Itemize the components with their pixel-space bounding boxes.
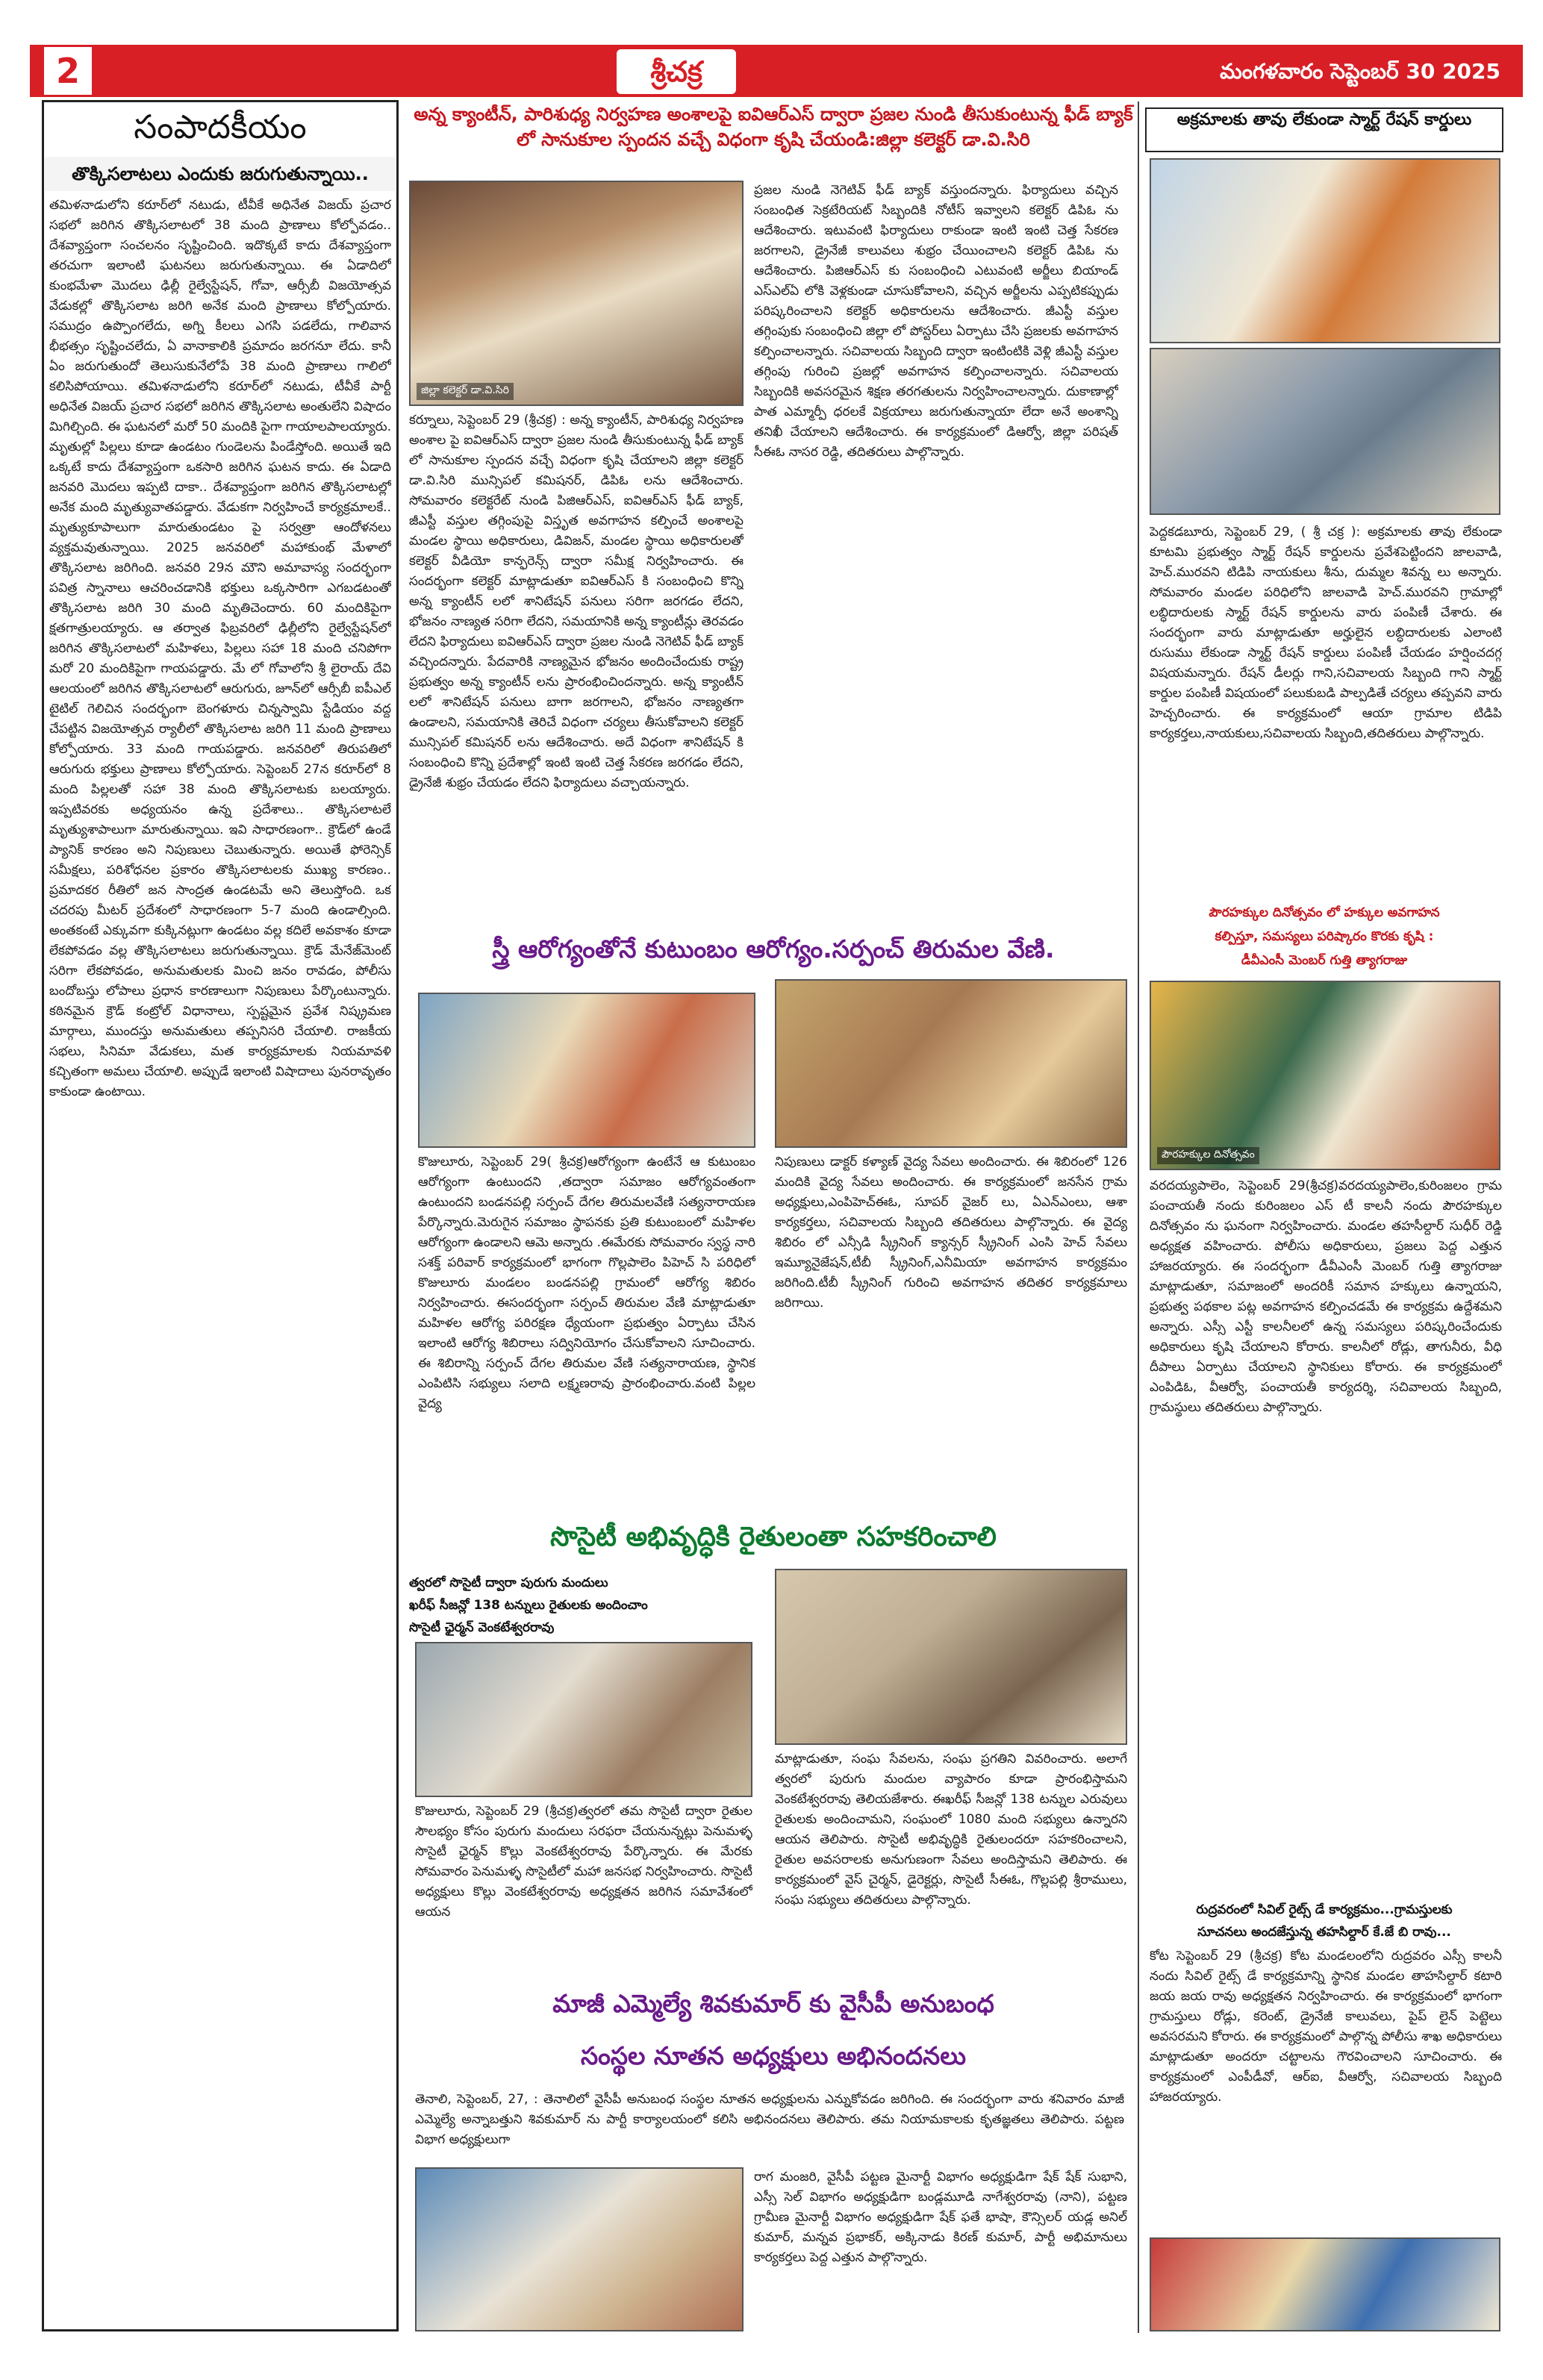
society-banner: సొసైటీ అభివృద్ధికి రైతులంతా సహకరించాలి [550, 1522, 997, 1552]
civil-body: కోట సెప్టెంబర్ 29 (శ్రీచక్ర) కోట మండలంలోని రుద్రవరం ఎస్సీ కాలనీ నందు సివిల్ రైట్స్ డే కార్యక్రమాన్ని స్థానిక మండల తాహసిల్దార్ కటారి జయ జయ రావు అధ్యక్షతన నిర్వహించారు. ఈ కార్యక్రమంలో భాగంగా గ్రామస్తులు రోడ్లు, కరెంట్, డ్రైనేజీ కాలువలు, పైప్ లైన్ పెట్టెలు అవసరమని కోరారు. ఈ కార్యక్రమంలో పాల్గొన్న పోలీసు శాఖ అధికారులు మాట్లాడుతూ అందరూ చట్టాలను గౌరవించాలని సూచించారు. ఈ కార్యక్రమంలో ఎంపీడీవో, ఆర్ఐ, వీఆర్వో, సచివాలయ సిబ్బంది హాజరయ్యారు. [1150, 1949, 1502, 2105]
editorial-headline: తొక్కిసలాటలు ఎందుకు జరుగుతున్నాయి.. [45, 157, 396, 191]
society-subhead-1: త్వరలో సొసైటీ ద్వారా పురుగు మందులు [409, 1575, 608, 1590]
civil-headline-2: సూచనలు అందజేస్తున్న తహసిల్దార్ కే.జే బి రావు... [1197, 1925, 1451, 1940]
society-subhead-2: ఖరీఫ్ సీజన్లో 138 టన్నులు రైతులకు అందించాం [409, 1598, 648, 1613]
society-body-col2: మాట్లాడుతూ, సంఘ సేవలను, సంఘ ప్రగతిని వివరించారు. అలాగే త్వరలో పురుగు మందుల వ్యాపారం కూడా ప్రారంభిస్తామని వెంకటేశ్వరరావు తెలియజేశారు. ఈఖరీఫ్ సీజన్లో 138 టన్నుల ఎరువులు రైతులకు అందించామని, సంఘంలో 1080 మంది సభ్యులు ఉన్నారని ఆయన తెలిపారు. సొసైటీ అభివృద్ధికి రైతులందరూ సహకరించాలని, రైతుల అవసరాలకు అనుగుణంగా సేవలు అందిస్తామని తెలిపారు. ఈ కార్యక్రమంలో వైస్ చైర్మన్, డైరెక్టర్లు, సొసైటీ సీఈఓ, గొల్లపల్లి శ్రీరాములు, సంఘ సభ్యులు తదితరులు పాల్గొన్నారు. [775, 1752, 1127, 1908]
editorial-title: సంపాదకీయం [134, 108, 307, 146]
civil-photo [1150, 2237, 1500, 2331]
ycp-banner-2: సంస్థల నూతన అధ్యక్షులు అభినందనలు [580, 2041, 967, 2070]
health-body-col1: కొజులూరు, సెప్టెంబర్ 29( శ్రీచక్ర)ఆరోగ్యంగా ఉంటేనే ఆ కుటుంబం ఆరోగ్యంగా ఉంటుందని ,తద్వారా సమాజం ఆరోగ్యవంతంగా ఉంటుందని బండనపల్లి సర్పంచ్ దేగల తిరుమలవేణి సత్యనారాయణ పేర్కొన్నారు.మెరుగైన సమాజం స్థాపనకు ప్రతి కుటుంబంలో మహిళల ఆరోగ్యంగా ఉండాలని ఆమె అన్నారు .ఈమేరకు సోమవారం స్వస్థ నారి సశక్త్ పరివార్ కార్యక్రమంలో భాగంగా గొల్లపాలెం పిహెచ్ సి పరిధిలో కొజులూరు మండలం బండనపల్లి గ్రామంలో ఆరోగ్య శిబిరం నిర్వహించారు. ఈసందర్భంగా సర్పంచ్ తిరుమల వేణి మాట్లాడుతూ మహిళల ఆరోగ్య పరిరక్షణ ధ్యేయంగా ప్రభుత్వం ఏర్పాటు చేసిన ఇలాంటి ఆరోగ్య శిబిరాలు సద్వినియోగం చేసుకోవాలని సూచించారు. ఈ శిబిరాన్ని సర్పంచ్ దేగల తిరుమల వేణి సత్యనారాయణ, స్థానిక ఎంపిటిసి సభ్యులు సలాది లక్ష్మణరావు ప్రారంభించారు.వంటి పిల్లల వైద్య [418, 1155, 755, 1411]
pora-photo [1150, 981, 1500, 1170]
society-photo-2 [775, 1569, 1127, 1745]
page-number: 2 [42, 45, 94, 97]
editorial-body: తమిళనాడులోని కరూర్‌లో నటుడు, టీవీకే అధినేత విజయ్ ప్రచార సభలో జరిగిన తొక్కిసలాటలో 38 మంది ప్రాణాలు కోల్పోవడం.. దేశవ్యాప్తంగా సంచలనం సృష్టించింది. ఇదొక్కటే కాదు దేశవ్యాప్తంగా తరచుగా ఇలాంటి ఘటనలు జరుగుతున్నాయి. ఈ ఏడాదిలో కుంభమేళా మొదలు ఢిల్లీ రైల్వేస్టేషన్, గోవా, ఆర్సీబీ విజయోత్సవ వేడుకల్లో తొక్కిసలాట జరిగి అనేక మంది ప్రాణాలు కోల్పోయారు. సముద్రం ఉప్పొంగలేదు, అగ్ని కీలలు ఎగసి పడలేదు, గాలివాన భీభత్సం సృష్టించలేదు, ఏ వానాకాలికి ప్రమాదం జరగనూ లేదు. కానీ ఏం జరుగుతుందో తెలుసుకునేలోపే 38 మంది ప్రాణాలు గాలిలో కలిసిపోయాయి. తమిళనాడులోని కరూర్‌లో నటుడు, టీవీకే పార్టీ అధినేత విజయ్ ప్రచార సభలో జరిగిన తొక్కిసలాట అంతులేని విషాదం మిగిల్చింది. ఈ ఘటనలో మరో 50 మందికి పైగా గాయాలపాలయ్యారు. మృతుల్లో పిల్లలు కూడా ఉండటం గుండెలను పిండేస్తోంది. అయితే ఇది ఒక్కటే కాదు దేశవ్యాప్తంగా ఒకసారి జరిగిన ఘటన కాదు. ఈ ఏడాది జనవరి మొదలు ఇప్పటి దాకా.. దేశవ్యాప్తంగా జరిగిన తొక్కిసలాటల్లో అనేక మంది మృత్యువాతపడ్డారు. వేడుకగా నిర్వహించే కార్యక్రమాలకే.. మృత్యుకూపాలుగా మారుతుండటం పై సర్వత్రా ఆందోళనలు వ్యక్తమవుతున్నాయి. 2025 జనవరిలో మహాకుంభ్ మేళాలో తొక్కిసలాట జరిగింది. జనవరి 29న మౌని అమావాస్య సందర్భంగా పవిత్ర స్నానాలు ఆచరించడానికి భక్తులు ఒక్కసారిగా ఎగబడటంతో తొక్కిసలాట జరిగి 30 మంది మృతిచెందారు. 60 మందికిపైగా క్షతగాత్రులయ్యారు. ఆ తర్వాత ఫిబ్రవరిలో ఢిల్లీలోని రైల్వేస్టేషన్‌లో జరిగిన తొక్కిసలాటలో మహిళలు, పిల్లలు సహా 18 మంది చనిపోగా మరో 20 మందికిపైగా గాయపడ్డారు. మే లో గోవాలోని శ్రీ లైరాయ్ దేవి ఆలయంలో జరిగిన తొక్కిసలాటలో ఆరుగురు, జూన్‌లో ఆర్సీబీ ఐపీఎల్ టైటిల్ గెలిచిన సందర్భంగా బెంగళూరు చిన్నస్వామి స్టేడియం వద్ద చేపట్టిన విజయోత్సవ ర్యాలీలో తొక్కిసలాట జరిగి 11 మంది ప్రాణాలు కోల్పోయారు. 33 మంది గాయపడ్డారు. జనవరిలో తిరుపతిలో ఆరుగురు భక్తులు ప్రాణాలు కోల్పోయారు. సెప్టెంబర్ 27న కరూర్‌లో 8 మంది పిల్లలతో సహా 38 మంది తొక్కిసలాటకు బలయ్యారు. ఇప్పటివరకు అధ్యయనం ఉన్న ప్రదేశాలు.. తొక్కిసలాటలే మృత్యుశాపాలుగా మారుతున్నాయి. ఇవి సాధారణంగా.. క్రౌడ్‌లో ఉండే ప్యానిక్ కారణం అని నిపుణులు చెబుతున్నారు. అయితే ఫోరెన్సిక్ సమీక్షలు, పరిశోధనల ప్రకారం తొక్కిసలాటలకు ముఖ్య కారణం.. ప్రమాదకర రీతిలో జన సాంద్రత ఉండటమే అని తెలుస్తోంది. ఒక చదరపు మీటర్ ప్రదేశంలో సాధారణంగా 5-7 మంది ఉండాల్సింది. అంతకంటే ఎక్కువగా కుక్కినట్లుగా ఉండటం వల్ల కదిలే అవకాశం కూడా లేకపోవడం వల్ల తొక్కిసలాటలు జరుగుతున్నాయి. క్రౌడ్ మేనేజ్‌మెంట్ సరిగా లేకపోవడం, అనుమతులకు మించి జనం రావడం, పోలీసు బందోబస్తు లోపాలు ప్రధాన కారణాలుగా నిపుణులు పేర్కొంటున్నారు. కఠినమైన క్రౌడ్ కంట్రోల్ విధానాలు, స్పష్టమైన ప్రవేశ నిష్క్రమణ మార్గాలు, ముందస్తు అనుమతులు తప్పనిసరి చేయాలి. రాజకీయ సభలు, సినిమా వేడుకలు, మత కార్యక్రమాలకు నియమావళి కచ్చితంగా అమలు చేయాలి. అప్పుడే ఇలాంటి విషాదాలు పునరావృతం కాకుండా ఉంటాయి. [49, 198, 391, 1099]
health-photo-2 [775, 979, 1127, 1148]
ycp-body: తెనాలి, సెప్టెంబర్, 27, : తెనాలిలో వైసీపీ అనుబంధ సంస్థల నూతన అధ్యక్షులను ఎన్నుకోవడం జరిగింది. ఈ సందర్భంగా వారు శనివారం మాజీ ఎమ్మెల్యే అన్నాబత్తుని శివకుమార్ ను పార్టీ కార్యాలయంలో కలిసి అభినందనలు తెలిపారు. తమ నియామకాలకు కృతజ్ఞతలు తెలిపారు. పట్టణ విభాగ అధ్యక్షులుగా [415, 2092, 1124, 2147]
civil-headline-1: రుద్రవరంలో సివిల్ రైట్స్ డే కార్యక్రమం...గ్రామస్తులకు [1196, 1902, 1453, 1917]
ration-headline: అక్రమాలకు తావు లేకుండా స్మార్ట్ రేషన్ కార్డులు [1145, 107, 1503, 152]
collector-body-col1: కర్నూలు, సెప్టెంబర్ 29 (శ్రీచక్ర) : అన్న క్యాంటీన్, పారిశుధ్య నిర్వహణ అంశాల పై ఐవిఆర్ఎస్ ద్వారా ప్రజల నుండి తీసుకుంటున్న ఫీడ్ బ్యాక్ లో సానుకూల స్పందన వచ్చే విధంగా కృషి చేయాలని జిల్లా కలెక్టర్ డా.వి.సిరి మున్సిపల్ కమిషనర్, డిపిఓ లను ఆదేశించారు. సోమవారం కలెక్టరేట్ నుండి పిజిఆర్ఎస్, ఐవిఆర్ఎస్ ఫీడ్ బ్యాక్, జీఎస్టీ వస్తుల తగ్గింపుపై విస్తృత అవగాహన కల్పించే అంశాలపై మండల స్థాయి అధికారులు, డివిజన్, మండల స్థాయి అధికారులతో కలెక్టర్ వీడియో కాన్ఫరెన్స్ ద్వారా సమీక్ష నిర్వహించారు. ఈ సందర్భంగా కలెక్టర్ మాట్లాడుతూ ఐవిఆర్ఎస్ కి సంబంధించి కొన్ని అన్న క్యాంటీన్ లలో శానిటేషన్ పనులు సరిగా జరగడం లేదని, భోజనం నాణ్యత సరిగా లేదని, సమయానికి అన్న క్యాంటీన్లు తెరవడం లేదని ఫిర్యాదులు ఐవిఆర్ఎస్ ద్వారా ప్రజల నుండి నెగెటివ్ ఫీడ్ బ్యాక్ వచ్చిందన్నారు. పేదవారికి నాణ్యమైన భోజనం అందించేందుకు రాష్ట్ర ప్రభుత్వం అన్న క్యాంటీన్ లను ప్రారంభించిందన్నారు. అన్న క్యాంటీన్ లలో శానిటేషన్ పనులు బాగా జరగాలని, భోజనం నాణ్యతగా ఉండాలని, సమయానికి తెరిచే విధంగా చర్యలు తీసుకోవాలని కలెక్టర్ మున్సిపల్ కమిషనర్ లను ఆదేశించారు. అదే విధంగా శానిటేషన్ కి సంబంధించి కొన్ని ప్రదేశాల్లో ఇంటి ఇంటి చెత్త సేకరణ జరగడం లేదని, డ్రైనేజీ శుభ్రం చేయడం లేదని ఫిర్యాదులు వచ్చాయన్నారు. [409, 413, 744, 790]
health-photo-1 [418, 993, 755, 1148]
society-body-col1: కొజులూరు, సెప్టెంబర్ 29 (శ్రీచక్ర)త్వరలో తమ సొసైటీ ద్వారా రైతుల సౌలభ్యం కోసం పురుగు మందులు సరఫరా చేయనున్నట్లు పెనుమళ్ళ సొసైటీ ఛైర్మన్ కొల్లు వెంకటేశ్వరరావు పేర్కొన్నారు. ఈ మేరకు సోమవారం పెనుమళ్ళ సొసైటీలో మహా జనసభ నిర్వహించారు. సొసైటీ అధ్యక్షులు కొల్లు వెంకటేశ్వరరావు అధ్యక్షతన జరిగిన సమావేశంలో ఆయన [415, 1804, 752, 1920]
pora-photo-label: పౌరహక్కుల దినోత్సవం [1157, 1147, 1259, 1164]
pora-headline-2: కల్పిస్తూ, సమస్యలు పరిష్కారం కొరకు కృషి : [1215, 929, 1434, 944]
health-headline: స్త్రీ ఆరోగ్యంతోనే కుటుంబం ఆరోగ్యం.సర్పంచ్ తిరుమల వేణి. [492, 934, 1055, 963]
ration-photo-1 [1150, 158, 1500, 343]
newspaper-logo: శ్రీచక్ర [617, 49, 736, 94]
health-body-col2: నిపుణులు డాక్టర్ కళ్యాణ్ వైద్య సేవలు అందించారు. ఈ శిబిరంలో 126 మందికి వైద్య సేవలు అందించారు. ఈ కార్యక్రమంలో జనసేన గ్రామ అధ్యక్షులు,ఎంపిహెచ్ఈఓ, సూపర్ వైజర్ లు, ఏఎన్ఎంలు, ఆశా కార్యకర్తలు, సచివాలయ సిబ్బంది తదితరులు పాల్గొన్నారు. ఈ వైద్య శిబిరం లో ఎన్సీడి స్క్రీనింగ్ క్యాన్సర్ స్క్రీనింగ్ ఎంసి హెచ్ సేవలు ఇమ్యూనైజేషన్,టీబీ స్క్రీనింగ్,ఎనీమియా అవగాహన కార్యక్రమం జరిగింది.టీబీ స్క్రీనింగ్ గురించి అవగాహన తదితర కార్యక్రమాలు జరిగాయి. [775, 1155, 1127, 1311]
collector-body-col2: ప్రజల నుండి నెగెటివ్ ఫీడ్ బ్యాక్ వస్తుందన్నారు. ఫిర్యాదులు వచ్చిన సంబంధిత సెక్రటేరియట్ సిబ్బందికి నోటీస్ ఇవ్వాలని కలెక్టర్ డిపిఓ ను ఆదేశించారు. ఇటువంటి ఫిర్యాదులు రాకుండా ఇంటి ఇంటి చెత్త సేకరణ జరగాలని, డ్రైనేజీ కాలువలు శుభ్రం చేయించాలని కలెక్టర్ డిపిఓ ను ఆదేశించారు. పిజిఆర్ఎస్ కు సంబంధించి ఎటువంటి అర్జీలు బియాండ్ ఎస్ఎల్ఏ లోకి వెళ్లకుండా చూసుకోవాలని, వచ్చిన అర్జీలను ఎప్పటికప్పుడు పరిష్కరించాలని కలెక్టర్ అధికారులను ఆదేశించారు. జీఎస్టీ వస్తుల తగ్గింపుకు సంబంధించి జిల్లా లో పోస్టర్‌లు ఏర్పాటు చేసి ప్రజలకు అవగాహన కల్పించాలన్నారు. సచివాలయ సిబ్బంది ద్వారా ఇంటింటికి వెళ్లి జీఎస్టీ వస్తుల తగ్గింపు గురించి ప్రజల్లో అవగాహన కల్పించాలన్నారు. సచివాలయ సిబ్బందికి అవసరమైన శిక్షణ తరగతులను నిర్వహించాలన్నారు. దుకాణాల్లో పాత ఎమ్మార్పీ ధరలకే విక్రయాలు జరుగుతున్నాయా లేదా అనే అంశాన్ని తనిఖీ చేయాలని ఆదేశించారు. ఈ కార్యక్రమంలో డిఆర్వో, జిల్లా పరిషత్ సీఈఓ నాసర రెడ్డి, తదితరులు పాల్గొన్నారు. [754, 183, 1118, 460]
pora-headline-1: పౌరహక్కుల దినోత్సవం లో హక్కుల అవగాహన [1209, 905, 1440, 920]
ration-body: పెద్దకడబూరు, సెప్టెంబర్ 29, ( శ్రీ చక్ర ): అక్రమాలకు తావు లేకుండా కూటమి ప్రభుత్వం స్మార్ట్ రేషన్ కార్డులను ప్రవేశపెట్టిందని జాలవాడి, హెచ్.మురవని టిడిపి నాయకులు శీను, దుమ్మల శివన్న లు అన్నారు. సోమవారం మండల పరిధిలోని జాలవాడి హెచ్.మురవని గ్రామాల్లో లబ్ధిదారులకు స్మార్ట్ రేషన్ కార్డులను వారు పంపిణీ చేశారు. ఈ సందర్భంగా వారు మాట్లాడుతూ అర్హులైన లబ్ధిదారులకు ఎలాంటి రుసుము లేకుండా స్మార్ట్ రేషన్ కార్డులు పంపిణీ చేయడం హర్షించదగ్గ విషయమన్నారు. రేషన్ డీలర్లు గాని,సచివాలయ సిబ్బంది గాని స్మార్ట్ కార్డుల పంపిణీ విషయంలో పలుకుబడి పాల్పడితే చర్యలు తప్పవని వారు హెచ్చరించారు. ఈ కార్యక్రమంలో ఆయా గ్రామాల టిడిపి కార్యకర్తలు,నాయకులు,సచివాలయ సిబ్బంది,తదితరులు పాల్గొన్నారు. [1150, 525, 1502, 741]
society-photo-1 [415, 1642, 752, 1797]
ycp-banner-1: మాజీ ఎమ్మెల్యే శివకుమార్ కు వైసీపీ అనుబంధ [552, 1989, 994, 2018]
ration-photo-2 [1150, 348, 1500, 515]
collector-headline: అన్న క్యాంటీన్, పారిశుధ్య నిర్వహణ అంశాలపై ఐవిఆర్ఎస్ ద్వారా ప్రజల నుండి తీసుకుంటున్న ఫీడ్ బ్యాక్ లో సానుకూల స్పందన వచ్చే విధంగా కృషి చేయండి:జిల్లా కలెక్టర్ డా.వి.సిరి [414, 104, 1133, 150]
ycp-photo [415, 2167, 744, 2331]
collector-photo-label: జిల్లా కలెక్టర్ డా.వి.సిరి [417, 383, 514, 400]
ycp-body-col2: రాగ మంజరి, వైసీపీ పట్టణ మైనార్టీ విభాగం అధ్యక్షుడిగా షేక్ షేక్ సుభాని, ఎస్సీ సెల్ విభాగం అధ్యక్షుడిగా బండ్లమూడి నాగేశ్వరరావు (నాని), పట్టణ గ్రామీణ మైనార్టీ విభాగం అధ్యక్షుడిగా షేక్ ఫతే భాషా, కౌన్సిలర్ యడ్ల అనిల్ కుమార్, మన్నవ ప్రభాకర్, అక్కినాడు కిరణ్ కుమార్, పార్టీ అభిమానులు కార్యకర్తలు పెద్ద ఎత్తున పాల్గొన్నారు. [754, 2170, 1127, 2265]
collector-photo [409, 181, 744, 406]
pora-headline-3: డీవీఎంసీ మెంబర్ గుత్తి త్యాగరాజు [1241, 953, 1408, 968]
issue-date: మంగళవారం సెప్టెంబర్ 30 2025 [1220, 59, 1500, 84]
column-divider [1138, 101, 1139, 2333]
pora-body: వరదయ్యపాలెం, సెప్టెంబర్ 29(శ్రీచక్ర)వరదయ్యపాలెం,కురింజలం గ్రామ పంచాయతీ నందు కురింజలం ఎస్ టీ కాలనీ నందు పౌరహక్కుల దినోత్సవం ను ఘనంగా నిర్వహించారు. మండల తహసీల్దార్ సుధీర్ రెడ్డి అధ్యక్షత వహించారు. పోలీసు అధికారులు, ప్రజలు పెద్ద ఎత్తున హాజరయ్యారు. ఈ సందర్భంగా డీవీఎంసీ మెంబర్ గుత్తి త్యాగరాజు మాట్లాడుతూ, సమాజంలో అందరికీ సమాన హక్కులు ఉన్నాయని, ప్రభుత్వ పథకాల పట్ల అవగాహన కల్పించడమే ఈ కార్యక్రమ ఉద్దేశమని అన్నారు. ఎస్సీ ఎస్టీ కాలనీలలో ఉన్న సమస్యలు పరిష్కరించేందుకు అధికారులు కృషి చేయాలని కోరారు. కాలనీలో రోడ్లు, తాగునీరు, వీధి దీపాలు ఏర్పాటు చేయాలని స్థానికులు కోరారు. ఈ కార్యక్రమంలో ఎంపిడిఓ, వీఆర్వో, పంచాయతీ కార్యదర్శి, సచివాలయ సిబ్బంది, గ్రామస్థులు తదితరులు పాల్గొన్నారు. [1150, 1178, 1502, 1415]
society-subhead-3: సొసైటీ ఛైర్మన్ వెంకటేశ్వరరావు [409, 1620, 555, 1635]
